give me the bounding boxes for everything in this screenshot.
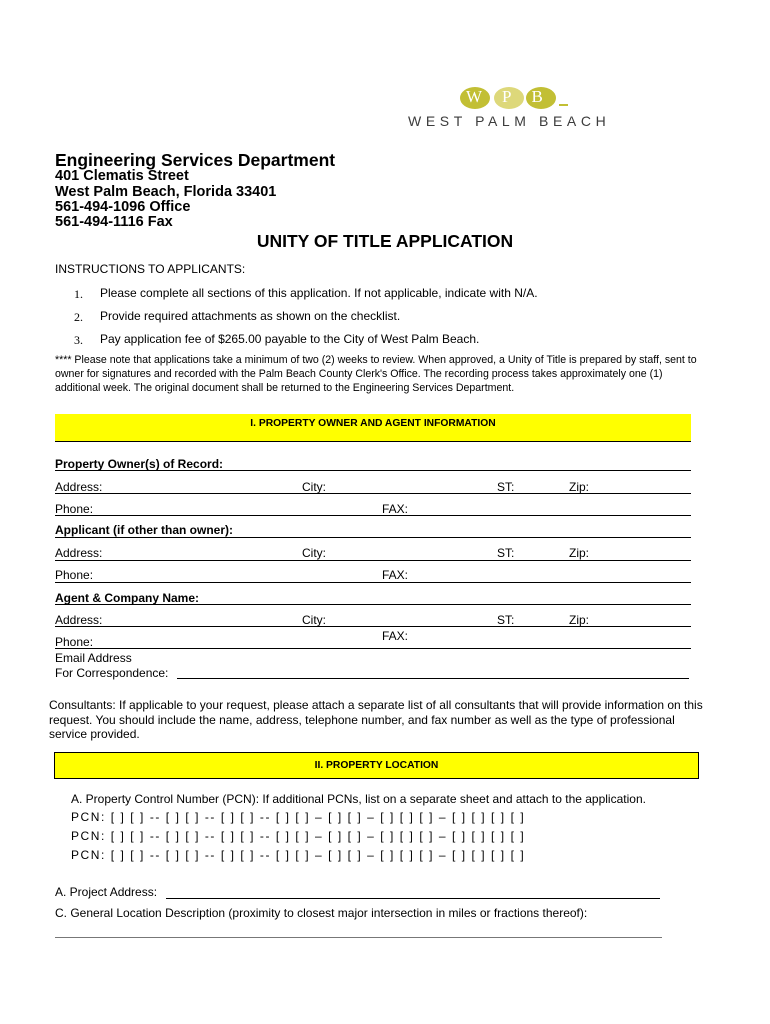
instruction-number: 1. <box>74 287 83 301</box>
instructions-heading: INSTRUCTIONS TO APPLICANTS: <box>55 262 246 276</box>
owner-heading: Property Owner(s) of Record: <box>55 457 224 471</box>
applicant-city-label: City: <box>302 546 326 560</box>
agent-heading: Agent & Company Name: <box>55 591 200 605</box>
agent-address-line[interactable] <box>55 626 691 627</box>
agent-phone-label: Phone: <box>55 635 94 649</box>
agent-name-line[interactable] <box>55 604 691 605</box>
owner-zip-label: Zip: <box>569 480 590 494</box>
owner-phone-label: Phone: <box>55 502 94 516</box>
pcn-instruction: A. Property Control Number (PCN): If additional PCNs, list on a separate sheet and attach to the application. <box>71 792 646 806</box>
agent-city-label: City: <box>302 613 326 627</box>
city-logo <box>455 82 575 114</box>
owner-phone-line[interactable] <box>55 515 691 516</box>
owner-city-label: City: <box>302 480 326 494</box>
project-address-line[interactable] <box>166 898 660 899</box>
email-label: Email Address <box>55 651 132 665</box>
applicant-fax-label: FAX: <box>382 568 409 582</box>
fax-number: 561-494-1116 Fax <box>55 214 173 230</box>
agent-fax-label: FAX: <box>382 629 409 643</box>
applicant-heading: Applicant (if other than owner): <box>55 523 233 537</box>
owner-address-line[interactable] <box>55 493 691 494</box>
street-address: 401 Clematis Street <box>55 168 189 184</box>
correspondence-email-line[interactable] <box>177 678 689 679</box>
pcn-row[interactable]: PCN: [ ] [ ] -- [ ] [ ] -- [ ] [ ] -- [ ] [ ] – [ ] [ ] – [ ] [ ] [ ] – [ ] [ ] [ ] [ ] <box>71 810 526 824</box>
instruction-text: Provide required attachments as shown on the checklist. <box>100 309 401 323</box>
city-state-zip: West Palm Beach, Florida 33401 <box>55 184 277 200</box>
agent-address-label: Address: <box>55 613 103 627</box>
consultants-paragraph: Consultants: If applicable to your request, please attach a separate list of all consultants that will provide information on this request. You should include the name, address, telephone number, and fax number as well as the type of professional service provided. <box>49 698 703 742</box>
applicant-address-line[interactable] <box>55 560 691 561</box>
owner-address-label: Address: <box>55 480 103 494</box>
applicant-phone-label: Phone: <box>55 568 94 582</box>
instruction-text: Please complete all sections of this application. If not applicable, indicate with N/A. <box>100 286 538 300</box>
logo-wordmark: WEST PALM BEACH <box>408 113 611 129</box>
agent-st-label: ST: <box>497 613 515 627</box>
correspondence-label: For Correspondence: <box>55 666 169 680</box>
general-location-line[interactable] <box>55 937 662 938</box>
agent-phone-line[interactable] <box>55 648 691 649</box>
instruction-number: 3. <box>74 333 83 347</box>
owner-name-line[interactable] <box>55 470 691 471</box>
applicant-phone-line[interactable] <box>55 582 691 583</box>
review-note: **** Please note that applications take a minimum of two (2) weeks to review. When approved, a Unity of Title is prepared by staff, sent to owner for signatures and recorded with the Palm Beach County Clerk's Office. The recording process takes approximately one (1) additional week. The original document shall be returned to the Engineering Services Department. <box>55 354 697 395</box>
instruction-number: 2. <box>74 310 83 324</box>
pcn-row[interactable]: PCN: [ ] [ ] -- [ ] [ ] -- [ ] [ ] -- [ ] [ ] – [ ] [ ] – [ ] [ ] [ ] – [ ] [ ] [ ] [ ] <box>71 829 526 843</box>
section-1-banner: I. PROPERTY OWNER AND AGENT INFORMATION <box>55 414 691 442</box>
project-address-label: A. Project Address: <box>55 885 158 899</box>
section-2-banner: II. PROPERTY LOCATION <box>54 752 699 779</box>
applicant-st-label: ST: <box>497 546 515 560</box>
logo-monogram: WPB <box>466 87 563 106</box>
applicant-address-label: Address: <box>55 546 103 560</box>
pcn-row[interactable]: PCN: [ ] [ ] -- [ ] [ ] -- [ ] [ ] -- [ ] [ ] – [ ] [ ] – [ ] [ ] [ ] – [ ] [ ] [ ] [ ] <box>71 848 526 862</box>
agent-zip-label: Zip: <box>569 613 590 627</box>
owner-st-label: ST: <box>497 480 515 494</box>
general-location-label: C. General Location Description (proximity to closest major intersection in miles or fractions thereof): <box>55 906 588 920</box>
applicant-zip-label: Zip: <box>569 546 590 560</box>
applicant-name-line[interactable] <box>55 537 691 538</box>
instruction-text: Pay application fee of $265.00 payable to the City of West Palm Beach. <box>100 332 480 346</box>
owner-fax-label: FAX: <box>382 502 409 516</box>
office-phone: 561-494-1096 Office <box>55 199 191 215</box>
department-title: Engineering Services Department <box>55 150 336 170</box>
application-title: UNITY OF TITLE APPLICATION <box>256 231 514 251</box>
